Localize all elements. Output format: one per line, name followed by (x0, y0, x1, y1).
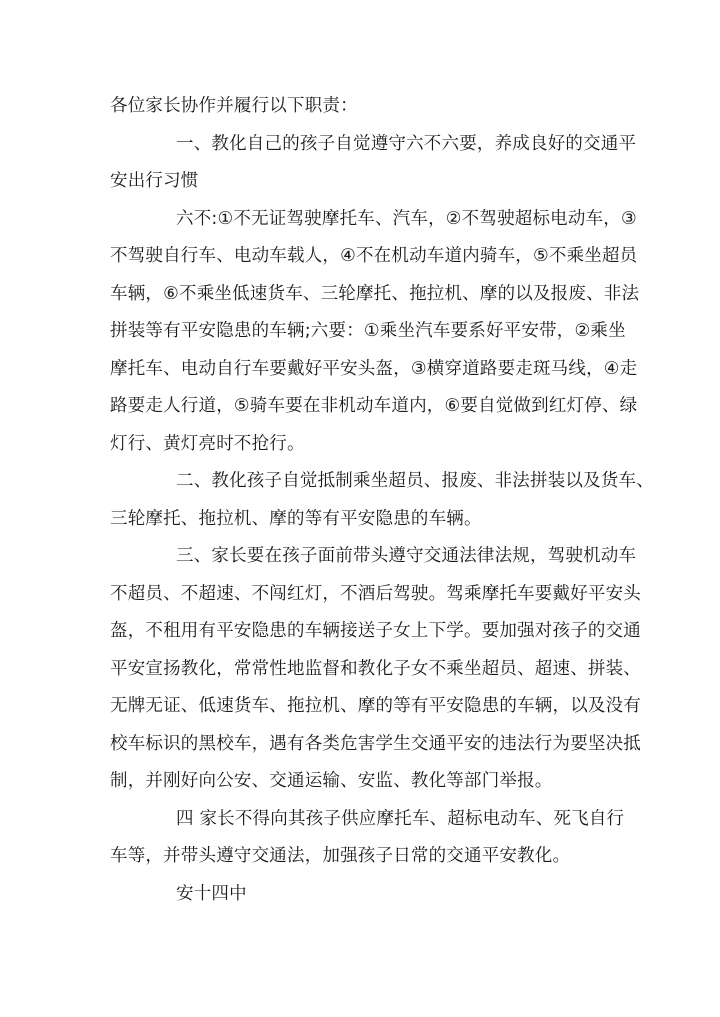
document-page (110, 88, 654, 913)
section-4-line-2: 车等，并带头遵守交通法，加强孩子日常的交通平安教化。 (110, 846, 571, 866)
section-1-detail-line-7: 灯行、黄灯亮时不抢行。 (110, 433, 305, 454)
section-1-line-1: 一、教化自己的孩子自觉遵守六不六要，养成良好的交通平 (176, 133, 637, 154)
section-1-line-2: 安出行习惯 (110, 171, 199, 191)
section-3-line-2: 不超员、不超速、不闯红灯，不酒后驾驶。驾乘摩托车要戴好平安头 (110, 583, 641, 604)
section-3-line-3: 盔，不租用有平安隐患的车辆接送子女上下学。要加强对孩子的交通 (110, 621, 641, 641)
section-1-detail-line-1: 六不:①不无证驾驶摩托车、汽车，②不驾驶超标电动车，③ (176, 208, 637, 229)
section-2-line-1: 二、教化孩子自觉抵制乘坐超员、报废、非法拼装以及货车、 (176, 471, 654, 491)
section-2-line-2: 三轮摩托、拖拉机、摩的等有平安隐患的车辆。 (110, 508, 482, 529)
signature: 安十四中 (176, 883, 247, 904)
section-1-detail-line-2: 不驾驶自行车、电动车载人，④不在机动车道内骑车，⑤不乘坐超员 (110, 246, 638, 266)
section-3-line-5: 无牌无证、低速货车、拖拉机、摩的等有平安隐患的车辆，以及没有 (110, 696, 641, 716)
section-1-detail (110, 201, 640, 464)
section-3-line-4: 平安宣扬教化，常常性地监督和教化子女不乘坐超员、超速、拼装、 (110, 658, 641, 679)
section-3 (110, 538, 641, 801)
section-3-line-6: 校车标识的黑校车，遇有各类危害学生交通平安的违法行为要坚决抵 (110, 733, 641, 754)
section-4 (110, 801, 625, 876)
section-3-line-1: 三、家长要在孩子面前带头遵守交通法律法规，驾驶机动车 (176, 546, 637, 566)
section-1-detail-line-6: 路要走人行道，⑤骑车要在非机动车道内，⑥要自觉做到红灯停、绿 (110, 396, 638, 416)
section-1-detail-line-3: 车辆，⑥不乘坐低速货车、三轮摩托、拖拉机、摩的以及报废、非法 (110, 283, 640, 304)
section-1-detail-line-4: 拼装等有平安隐患的车辆;六要：①乘坐汽车要系好平安带，②乘坐 (110, 321, 626, 341)
section-3-line-7: 制，并刚好向公安、交通运输、安监、教化等部门举报。 (110, 771, 553, 791)
intro-line: 各位家长协作并履行以下职责： (110, 96, 358, 116)
section-1-detail-line-5: 摩托车、电动自行车要戴好平安头盔，③横穿道路要走斑马线，④走 (110, 358, 638, 379)
section-1 (110, 126, 637, 201)
section-2 (110, 463, 654, 538)
section-4-line-1: 四 家长不得向其孩子供应摩托车、超标电动车、死飞自行 (176, 808, 625, 829)
